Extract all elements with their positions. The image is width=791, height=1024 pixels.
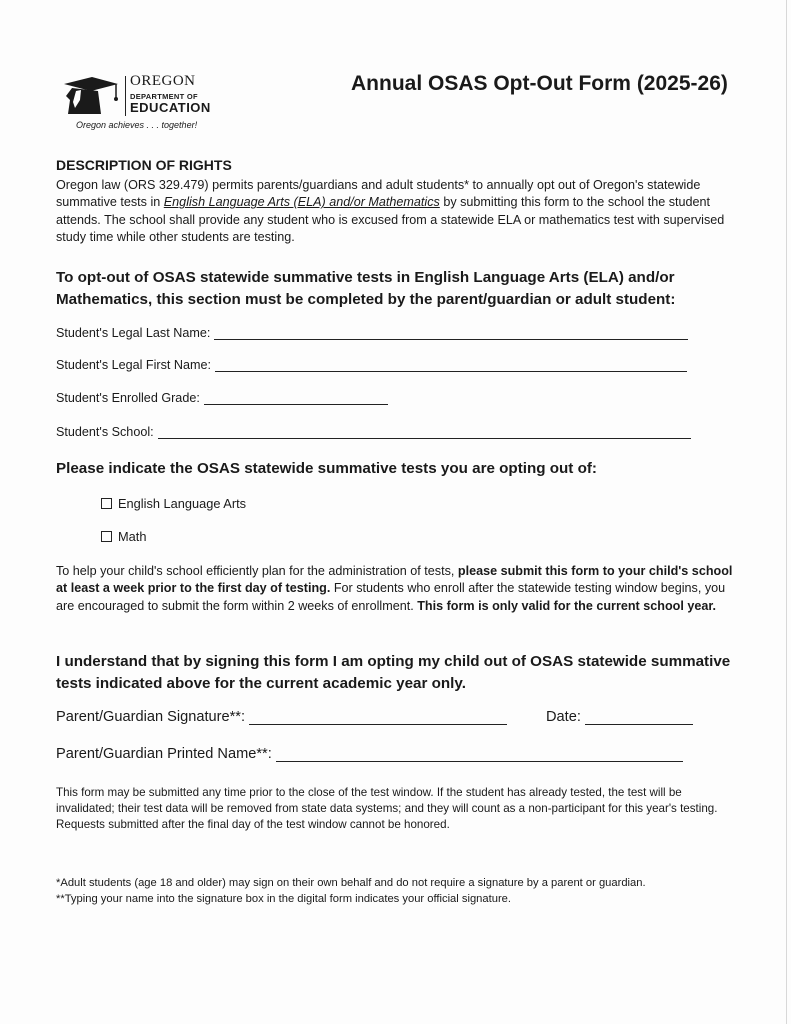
planning-deadline-bold: please submit this form to your child's school at least a week prior to the first day of testing. bbox=[56, 564, 733, 596]
grade-label: Student's Enrolled Grade: bbox=[56, 391, 200, 405]
understand-heading: I understand that by signing this form I am opting my child out of OSAS statewide summative tests indicated above for the current academic year only. bbox=[56, 653, 731, 692]
rights-heading: DESCRIPTION OF RIGHTS bbox=[56, 157, 232, 173]
ela-option-label: English Language Arts bbox=[118, 496, 247, 511]
tests-heading: Please indicate the OSAS statewide summative tests you are opting out of: bbox=[56, 460, 597, 477]
signature-field bbox=[56, 709, 507, 725]
planning-validity-bold: This form is only valid for the current school year. bbox=[417, 598, 717, 613]
logo-tagline: Oregon achieves . . . together! bbox=[76, 120, 198, 130]
logo-line-department: DEPARTMENT OF bbox=[130, 92, 198, 101]
logo-line-education: EDUCATION bbox=[130, 100, 211, 115]
math-checkbox[interactable] bbox=[101, 531, 112, 542]
ela-checkbox[interactable] bbox=[101, 498, 112, 509]
date-field bbox=[546, 709, 693, 725]
logo-line-oregon: OREGON bbox=[130, 73, 196, 89]
printed-name-field bbox=[56, 746, 683, 762]
rights-text-start: Oregon law (ORS 329.479) permits parents/guardians and adult students* to annually opt out of Oregon's statewide summative tests in bbox=[56, 178, 701, 210]
grade-field bbox=[56, 390, 388, 405]
date-label: Date: bbox=[546, 709, 581, 725]
math-option-label: Math bbox=[118, 529, 147, 544]
planning-paragraph bbox=[56, 563, 736, 615]
rights-text-end: by submitting this form to the school the student attends. The school shall provide any student who is excused from a statewide ELA or mathematics test with supervised study time while other students are testing. bbox=[56, 195, 725, 245]
printed-name-input-line[interactable] bbox=[276, 747, 683, 762]
first-name-field bbox=[56, 357, 687, 372]
logo-divider bbox=[125, 76, 126, 116]
rights-subjects-emphasis: English Language Arts (ELA) and/or Mathematics bbox=[163, 195, 440, 210]
math-option[interactable] bbox=[101, 529, 146, 544]
school-input-line[interactable] bbox=[158, 424, 691, 439]
submission-note: This form may be submitted any time prior to the close of the test window. If the student has already tested, the test will be invalidated; their test data will be removed from state data systems; and they will count as a non-participant for this year's testing. Requests submitted after the final day of the test window cannot be honored. bbox=[56, 786, 718, 831]
ode-logo bbox=[58, 72, 218, 132]
footnote-digital-signature: **Typing your name into the signature box in the digital form indicates your official signature. bbox=[56, 893, 512, 905]
page-edge bbox=[786, 0, 787, 1024]
first-name-label: Student's Legal First Name: bbox=[56, 358, 211, 372]
signature-label: Parent/Guardian Signature**: bbox=[56, 709, 246, 725]
last-name-input-line[interactable] bbox=[214, 325, 688, 340]
ela-option[interactable] bbox=[101, 496, 246, 511]
grade-input-line[interactable] bbox=[204, 390, 388, 405]
planning-text-1: To help your child's school efficiently plan for the administration of tests, bbox=[56, 564, 458, 578]
footnote-adult-students: *Adult students (age 18 and older) may sign on their own behalf and do not require a signature by a parent or guardian. bbox=[56, 877, 646, 889]
section1-heading: To opt-out of OSAS statewide summative tests in English Language Arts (ELA) and/or Mathematics, this section must be completed by the parent/guardian or adult student: bbox=[56, 269, 676, 308]
school-label: Student's School: bbox=[56, 425, 154, 439]
date-input-line[interactable] bbox=[585, 710, 693, 725]
signature-input-line[interactable] bbox=[249, 710, 507, 725]
rights-paragraph bbox=[56, 177, 736, 247]
printed-name-label: Parent/Guardian Printed Name**: bbox=[56, 746, 272, 762]
last-name-field bbox=[56, 325, 688, 340]
school-field bbox=[56, 424, 691, 439]
form-title: Annual OSAS Opt-Out Form (2025-26) bbox=[351, 72, 728, 95]
oregon-mortarboard-icon bbox=[58, 74, 122, 118]
planning-text-3: For students who enroll after the statewide testing window begins, you are encouraged to submit the form within 2 weeks of enrollment. bbox=[56, 581, 726, 613]
last-name-label: Student's Legal Last Name: bbox=[56, 326, 211, 340]
first-name-input-line[interactable] bbox=[215, 357, 687, 372]
